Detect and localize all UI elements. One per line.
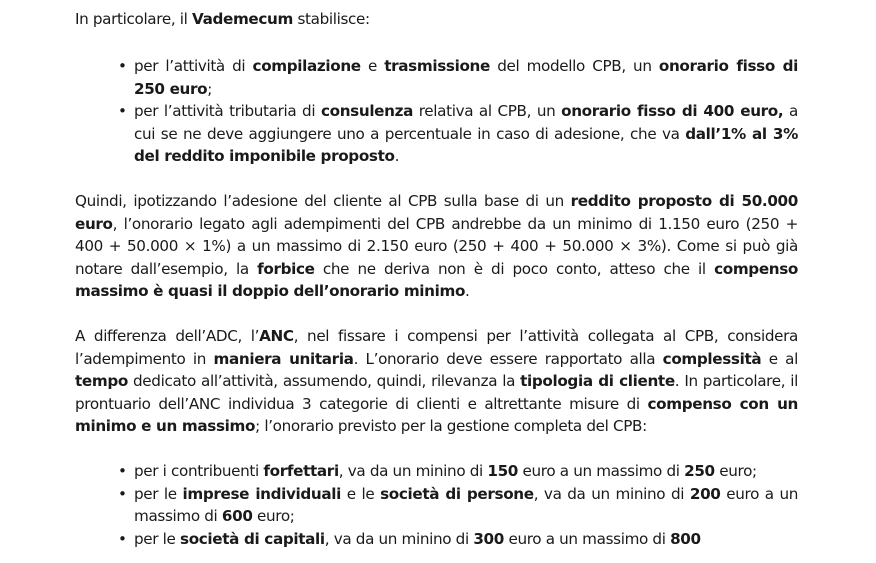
- bold-text: 200: [689, 484, 721, 503]
- text: del modello CPB, un: [489, 57, 659, 75]
- vademecum-fee-list: [75, 55, 798, 168]
- anc-paragraph: [75, 325, 798, 438]
- text: e le: [341, 484, 381, 503]
- bold-text: società di capitali: [180, 529, 325, 548]
- text: per le: [134, 484, 183, 503]
- bold-text: società di persone: [380, 484, 534, 503]
- list-item: [75, 483, 798, 528]
- bold-text: maniera unitaria: [213, 349, 354, 368]
- text: , va da un minino di: [338, 462, 488, 480]
- bold-text: 300: [473, 529, 504, 548]
- text: per l’attività di: [134, 57, 253, 75]
- bold-text: forfettari: [263, 462, 339, 480]
- text: per le: [134, 529, 180, 548]
- text: In particolare, il: [75, 10, 192, 28]
- bold-text: tipologia di cliente: [520, 372, 675, 390]
- bold-text: trasmissione: [384, 57, 490, 75]
- bold-text: reddito proposto di 50.000 euro: [75, 192, 798, 233]
- text: .: [465, 282, 470, 300]
- text: .: [394, 147, 400, 165]
- list-item-text: [134, 462, 757, 480]
- text: euro a un massimo di: [518, 462, 685, 480]
- text: A differenza dell’ADC, l’: [75, 327, 260, 345]
- text: euro a un massimo di: [134, 484, 799, 525]
- text: per l’attività tributaria di: [134, 102, 321, 120]
- text: stabilisce:: [292, 10, 370, 28]
- bold-text: ANC: [259, 327, 294, 345]
- bold-text: 150: [487, 462, 519, 480]
- text: e: [360, 57, 385, 75]
- text: ; l’onorario previsto per la gestione completa del CPB:: [255, 417, 647, 435]
- bold-text: imprese individuali: [182, 484, 342, 503]
- bold-text: Vademecum: [192, 10, 293, 28]
- list-item: [75, 100, 798, 168]
- bold-text: onorario fisso di 250 euro: [134, 57, 798, 98]
- bullet-icon: •: [118, 529, 127, 548]
- text: euro;: [714, 462, 757, 480]
- text: euro;: [252, 507, 295, 525]
- text: relativa al CPB, un: [412, 102, 562, 120]
- bold-text: 800: [670, 529, 701, 548]
- bold-text: onorario fisso di 400 euro,: [561, 102, 784, 120]
- text: , nel fissare i compensi per l’attività collegata al CPB, considera l’adempimento in: [75, 327, 798, 368]
- bold-text: compenso con un minimo e un massimo: [75, 394, 798, 435]
- list-item: [75, 55, 798, 100]
- text: che ne deriva non è di poco conto, atteso che il: [314, 259, 715, 278]
- bullet-icon: •: [118, 462, 127, 480]
- list-item-text: [134, 102, 798, 165]
- list-item: [75, 460, 798, 483]
- text: e al: [761, 349, 798, 368]
- example-paragraph: [75, 190, 798, 303]
- text: . L’onorario deve essere rapportato alla: [353, 349, 663, 368]
- text: euro a un massimo di: [503, 529, 671, 548]
- text: Quindi, ipotizzando l’adesione del cliente al CPB sulla base di un: [75, 192, 571, 210]
- text: , va da un minino di: [324, 529, 474, 548]
- bullet-icon: •: [118, 484, 127, 503]
- bold-text: tempo: [75, 372, 128, 390]
- bold-text: 600: [221, 507, 253, 525]
- bullet-icon: •: [118, 57, 127, 75]
- text: , va da un minino di: [533, 484, 690, 503]
- bold-text: complessità: [662, 349, 762, 368]
- bold-text: forbice: [257, 259, 315, 278]
- list-item-text: [134, 530, 701, 548]
- bold-text: dall’1% al 3% del reddito imponibile proposto: [134, 124, 798, 165]
- intro-paragraph: [75, 8, 798, 31]
- text: dedicato all’attività, assumendo, quindi, rilevanza la: [127, 372, 521, 390]
- bold-text: consulenza: [320, 102, 413, 120]
- text: ;: [207, 79, 213, 98]
- bullet-icon: •: [118, 102, 127, 120]
- text: . In particolare, il prontuario dell’ANC individua 3 categorie di clienti e altrettante misure di: [75, 372, 798, 413]
- list-item-text: [134, 485, 798, 526]
- list-item: [75, 528, 798, 551]
- list-item-text: [134, 57, 798, 98]
- text: per i contribuenti: [134, 462, 264, 480]
- bold-text: 250: [684, 462, 715, 480]
- text: a cui se ne deve aggiungere uno a percentuale in caso di adesione, che va: [134, 102, 799, 143]
- bold-text: compilazione: [252, 57, 361, 75]
- text: , l’onorario legato agli adempimenti del CPB andrebbe da un minimo di 1.150 euro (250 + 400 + 50.000 × 1%) a un massimo di 2.150 euro (250 + 400 + 50.000 × 3%). Come si può già notare dall’esempio, la: [75, 214, 798, 278]
- bold-text: compenso massimo è quasi il doppio dell’onorario minimo: [75, 259, 799, 300]
- anc-fee-list: [75, 460, 798, 550]
